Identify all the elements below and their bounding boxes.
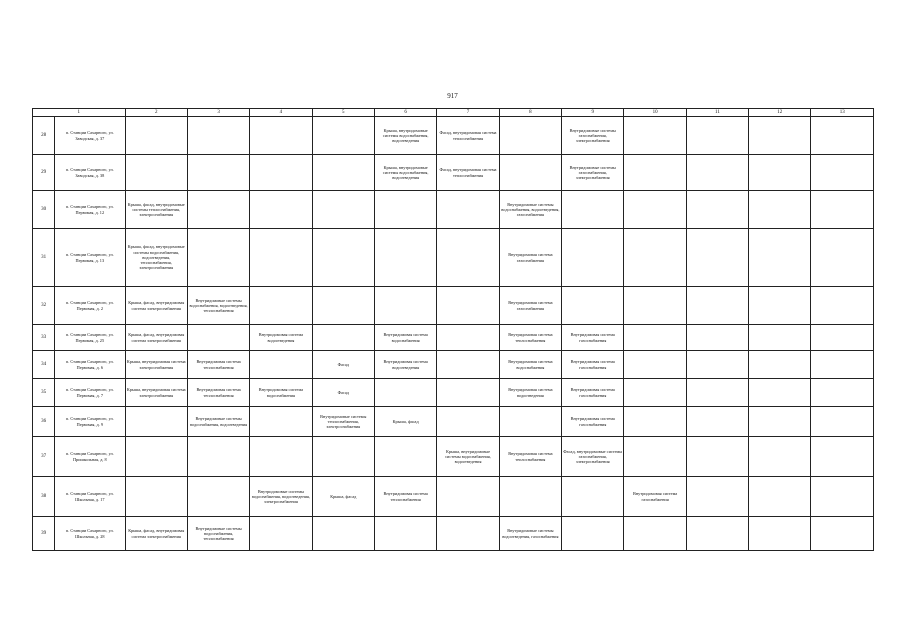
work-cell-col-10 (624, 155, 686, 191)
work-cell-col-3: Внутридомовая система теплоснабжения (187, 351, 249, 379)
work-cell-col-8: Внутридомовая система водоотведения (499, 379, 561, 407)
work-cell-col-9: Внутридомовые системы газоснабжения, электроснабжения (562, 117, 624, 155)
table-row (33, 229, 874, 287)
work-cell-col-8 (499, 407, 561, 437)
work-cell-col-6 (374, 287, 436, 325)
work-cell-col-11 (686, 437, 748, 477)
work-cell-col-9: Фасад, внутридомовые системы газоснабжения, электроснабжения (562, 437, 624, 477)
work-cell-col-8: Внутридомовая система газоснабжения (499, 229, 561, 287)
work-cell-col-4 (250, 117, 312, 155)
work-cell-col-2 (125, 117, 187, 155)
work-cell-col-3 (187, 155, 249, 191)
work-cell-col-11 (686, 351, 748, 379)
address-cell: п. Станции Сахарного, ул. Пришкольная, д. 8 (55, 437, 125, 477)
work-cell-col-8 (499, 477, 561, 517)
work-cell-col-10 (624, 117, 686, 155)
work-cell-col-3 (187, 117, 249, 155)
work-cell-col-12 (749, 155, 811, 191)
work-cell-col-13 (811, 287, 874, 325)
row-number: 28 (33, 117, 55, 155)
address-cell: п. Станции Сахарного, ул. Первомая, д. 2 (55, 287, 125, 325)
table-row (33, 379, 874, 407)
work-cell-col-8: Внутридомовая система водоснабжения (499, 351, 561, 379)
column-header-9: 9 (562, 109, 624, 117)
work-cell-col-5: Фасад (312, 351, 374, 379)
work-cell-col-10 (624, 517, 686, 551)
work-cell-col-8: Внутридомовая система теплоснабжения (499, 325, 561, 351)
work-cell-col-8: Внутридомовые системы водоотведения, газоснабжения (499, 517, 561, 551)
work-cell-col-2: Крыша, внутридомовая система электроснабжения (125, 351, 187, 379)
work-cell-col-13 (811, 117, 874, 155)
table-row (33, 191, 874, 229)
row-number: 30 (33, 191, 55, 229)
work-cell-col-4 (250, 155, 312, 191)
address-cell: п. Станции Сахарного, ул. Школьная, д. 28 (55, 517, 125, 551)
column-header-3: 3 (187, 109, 249, 117)
work-cell-col-5 (312, 155, 374, 191)
column-header-2: 2 (125, 109, 187, 117)
table-row (33, 437, 874, 477)
work-cell-col-10 (624, 437, 686, 477)
work-cell-col-10 (624, 191, 686, 229)
address-cell: п. Станции Сахарного, ул. Первомая, д. 7 (55, 379, 125, 407)
work-cell-col-7: Фасад, внутридомовая система теплоснабжения (437, 155, 499, 191)
column-header-10: 10 (624, 109, 686, 117)
work-cell-col-4 (250, 407, 312, 437)
work-cell-col-6 (374, 191, 436, 229)
table-row (33, 351, 874, 379)
work-cell-col-5: Фасад (312, 379, 374, 407)
work-cell-col-4 (250, 191, 312, 229)
work-cell-col-5 (312, 437, 374, 477)
work-cell-col-3 (187, 191, 249, 229)
work-cell-col-2 (125, 155, 187, 191)
work-cell-col-13 (811, 325, 874, 351)
work-cell-col-4 (250, 437, 312, 477)
address-cell: п. Станции Сахарного, ул. Первомая, д. 13 (55, 229, 125, 287)
work-cell-col-8: Внутридомовая система теплоснабжения (499, 437, 561, 477)
address-cell: п. Станции Сахарного, ул. Первомая, д. 9 (55, 407, 125, 437)
work-cell-col-6: Крыша, фасад (374, 407, 436, 437)
table-row (33, 407, 874, 437)
work-cell-col-11 (686, 229, 748, 287)
table-row (33, 477, 874, 517)
work-cell-col-3 (187, 325, 249, 351)
work-cell-col-2: Крыша, фасад, внутридомовая система электроснабжения (125, 325, 187, 351)
work-cell-col-12 (749, 517, 811, 551)
column-header-11: 11 (686, 109, 748, 117)
work-cell-col-6: Внутридомовая система теплоснабжения (374, 477, 436, 517)
work-cell-col-12 (749, 287, 811, 325)
work-cell-col-6: Внутридомовая система водоотведения (374, 351, 436, 379)
column-header-4: 4 (250, 109, 312, 117)
work-cell-col-10 (624, 351, 686, 379)
work-cell-col-7 (437, 351, 499, 379)
row-number: 33 (33, 325, 55, 351)
work-cell-col-7 (437, 325, 499, 351)
work-cell-col-7: Фасад, внутридомовая система теплоснабжения (437, 117, 499, 155)
work-cell-col-3 (187, 477, 249, 517)
work-cell-col-3: Внутридомовые системы водоснабжения, водоотведения (187, 407, 249, 437)
work-cell-col-12 (749, 325, 811, 351)
work-cell-col-10 (624, 325, 686, 351)
work-cell-col-5 (312, 117, 374, 155)
work-cell-col-9 (562, 287, 624, 325)
work-cell-col-8: Внутридомовые системы водоснабжения, водоотведения, газоснабжения (499, 191, 561, 229)
work-cell-col-5 (312, 517, 374, 551)
row-number: 35 (33, 379, 55, 407)
repair-schedule-table (32, 108, 874, 551)
work-cell-col-11 (686, 407, 748, 437)
work-cell-col-13 (811, 379, 874, 407)
work-cell-col-9: Внутридомовая система газоснабжения (562, 325, 624, 351)
address-cell: п. Станции Сахарного, ул. Первомая, д. 6 (55, 351, 125, 379)
work-cell-col-13 (811, 191, 874, 229)
work-cell-col-6 (374, 379, 436, 407)
table-body (33, 117, 874, 551)
work-cell-col-4: Внутридомовая система водоотведения (250, 325, 312, 351)
work-cell-col-11 (686, 325, 748, 351)
work-cell-col-5 (312, 325, 374, 351)
work-cell-col-6 (374, 229, 436, 287)
work-cell-col-5 (312, 229, 374, 287)
row-number: 36 (33, 407, 55, 437)
work-cell-col-9: Внутридомовая система газоснабжения (562, 379, 624, 407)
work-cell-col-7 (437, 477, 499, 517)
work-cell-col-13 (811, 437, 874, 477)
work-cell-col-9 (562, 191, 624, 229)
work-cell-col-11 (686, 517, 748, 551)
work-cell-col-2: Крыша, фасад, внутридомовая система электроснабжения (125, 517, 187, 551)
row-number: 38 (33, 477, 55, 517)
work-cell-col-9: Внутридомовая система газоснабжения (562, 351, 624, 379)
row-number: 31 (33, 229, 55, 287)
work-cell-col-2 (125, 477, 187, 517)
work-cell-col-7 (437, 229, 499, 287)
table-row (33, 325, 874, 351)
work-cell-col-3: Внутридомовая система теплоснабжения (187, 379, 249, 407)
column-header-7: 7 (437, 109, 499, 117)
work-cell-col-7 (437, 407, 499, 437)
work-cell-col-6: Внутридомовая система водоснабжения (374, 325, 436, 351)
work-cell-col-11 (686, 287, 748, 325)
page-number: 917 (447, 92, 458, 100)
work-cell-col-13 (811, 155, 874, 191)
address-cell: п. Станции Сахарного, ул. Первомая, д. 12 (55, 191, 125, 229)
work-cell-col-11 (686, 477, 748, 517)
work-cell-col-12 (749, 379, 811, 407)
work-cell-col-13 (811, 517, 874, 551)
work-cell-col-4 (250, 351, 312, 379)
work-cell-col-7 (437, 517, 499, 551)
work-cell-col-7 (437, 287, 499, 325)
work-cell-col-11 (686, 117, 748, 155)
work-cell-col-4 (250, 517, 312, 551)
work-cell-col-12 (749, 407, 811, 437)
work-cell-col-6: Крыша, внутридомовые системы водоснабжения, водоотведения (374, 117, 436, 155)
table-row (33, 517, 874, 551)
work-cell-col-4 (250, 229, 312, 287)
address-cell: п. Станции Сахарного, ул. Школьная, д. 17 (55, 477, 125, 517)
work-cell-col-13 (811, 229, 874, 287)
table-row (33, 155, 874, 191)
work-cell-col-12 (749, 229, 811, 287)
work-cell-col-3 (187, 437, 249, 477)
column-header-12: 12 (749, 109, 811, 117)
work-cell-col-12 (749, 437, 811, 477)
table-row (33, 117, 874, 155)
row-number: 37 (33, 437, 55, 477)
work-cell-col-12 (749, 351, 811, 379)
work-cell-col-9 (562, 517, 624, 551)
row-number: 29 (33, 155, 55, 191)
work-cell-col-9: Внутридомовые системы газоснабжения, электроснабжения (562, 155, 624, 191)
work-cell-col-9 (562, 229, 624, 287)
work-cell-col-13 (811, 407, 874, 437)
work-cell-col-3: Внутридомовые системы водоснабжения, теплоснабжения (187, 517, 249, 551)
work-cell-col-8 (499, 117, 561, 155)
address-cell: п. Станции Сахарного, ул. Заводская, д. 38 (55, 155, 125, 191)
work-cell-col-5 (312, 191, 374, 229)
work-cell-col-11 (686, 379, 748, 407)
work-cell-col-2 (125, 407, 187, 437)
column-header-1: 1 (33, 109, 126, 117)
work-cell-col-2: Крыша, фасад, внутридомовая система электроснабжения (125, 287, 187, 325)
work-cell-col-2: Крыша, фасад, внутридомовые системы теплоснабжения, электроснабжения (125, 191, 187, 229)
work-cell-col-2: Крыша, внутридомовая система электроснабжения (125, 379, 187, 407)
address-cell: п. Станции Сахарного, ул. Первомая, д. 25 (55, 325, 125, 351)
work-cell-col-13 (811, 477, 874, 517)
work-cell-col-5 (312, 287, 374, 325)
work-cell-col-4 (250, 287, 312, 325)
work-cell-col-6 (374, 437, 436, 477)
work-cell-col-7 (437, 379, 499, 407)
work-cell-col-4: Внутридомовая система водоснабжения (250, 379, 312, 407)
work-cell-col-5: Внутридомовые системы теплоснабжения, электроснабжения (312, 407, 374, 437)
work-cell-col-7: Крыша, внутридомовые системы водоснабжения, водоотведения (437, 437, 499, 477)
work-cell-col-11 (686, 155, 748, 191)
work-cell-col-10: Внутридомовая система газоснабжения (624, 477, 686, 517)
column-header-6: 6 (374, 109, 436, 117)
work-cell-col-9: Внутридомовая система газоснабжения (562, 407, 624, 437)
work-cell-col-11 (686, 191, 748, 229)
work-cell-col-2 (125, 437, 187, 477)
work-cell-col-10 (624, 379, 686, 407)
work-cell-col-4: Внутридомовые системы водоснабжения, водоотведения, электроснабжения (250, 477, 312, 517)
work-cell-col-9 (562, 477, 624, 517)
work-cell-col-2: Крыша, фасад, внутридомовые системы водоснабжения, водоотведения, теплоснабжения, электроснабжения (125, 229, 187, 287)
work-cell-col-3: Внутридомовые системы водоснабжения, водоотведения, теплоснабжения (187, 287, 249, 325)
work-cell-col-10 (624, 287, 686, 325)
work-cell-col-3 (187, 229, 249, 287)
work-cell-col-10 (624, 407, 686, 437)
work-cell-col-12 (749, 477, 811, 517)
column-header-8: 8 (499, 109, 561, 117)
work-cell-col-10 (624, 229, 686, 287)
address-cell: п. Станции Сахарного, ул. Заводская, д. 37 (55, 117, 125, 155)
table-row (33, 287, 874, 325)
work-cell-col-6: Крыша, внутридомовые системы водоснабжения, водоотведения (374, 155, 436, 191)
row-number: 32 (33, 287, 55, 325)
work-cell-col-5: Крыша, фасад (312, 477, 374, 517)
column-number-row (33, 109, 874, 117)
work-cell-col-7 (437, 191, 499, 229)
column-header-5: 5 (312, 109, 374, 117)
work-cell-col-12 (749, 191, 811, 229)
column-header-13: 13 (811, 109, 874, 117)
work-cell-col-12 (749, 117, 811, 155)
work-cell-col-8: Внутридомовая система газоснабжения (499, 287, 561, 325)
work-cell-col-13 (811, 351, 874, 379)
work-cell-col-6 (374, 517, 436, 551)
row-number: 34 (33, 351, 55, 379)
row-number: 39 (33, 517, 55, 551)
work-cell-col-8 (499, 155, 561, 191)
